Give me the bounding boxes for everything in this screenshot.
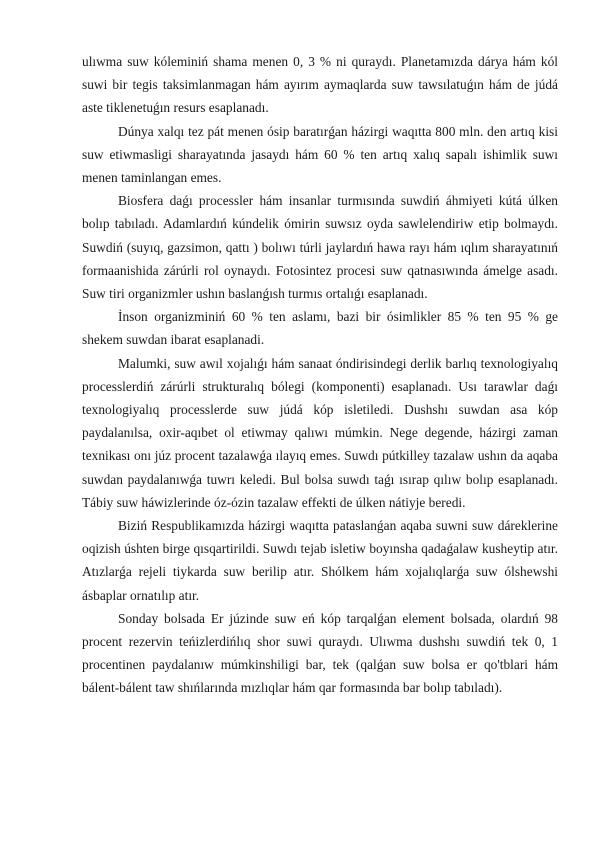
paragraph-population: Dúnya xalqı tez pát menen ósip baratırǵan házirgi waqıtta 800 mln. den artıq kisi suw etiwmasligi sharayatında jasaydı hám 60 % ten artıq xalıq sapalı ishimlik suwı menen taminlangan emes. (82, 123, 558, 186)
paragraph-continuation: ulıwma suw kóleminiń shama menen 0, 3 % ni quraydı. Planetamızda dárya hám kól suwi bir tegis taksimlanmagan hám ayırım aymaqlarda suw tawsılatuǵın hám de júdá aste tiklenetuǵın resurs esaplanadı. (82, 54, 558, 116)
document-page (82, 50, 558, 700)
paragraph-republic: Biziń Respublikamızda házirgi waqıtta pataslanǵan aqaba suwni suw dáreklerine oqizish úshten birge qısqartirildi. Suwdı tejab isletiw boyınsha qadaǵalaw kusheytip atır. Atızlarǵa rejeli tiykarda suw berilip atır. Shólkem hám xojalıqlarǵa suw ólshewshi ásbaplar ornatılıp atır. (82, 518, 558, 603)
paragraph-agriculture-industry: Malumki, suw awıl xojalıǵı hám sanaat óndirisindegi derlik barlıq texnologiyalıq processlerdiń zárúrli strukturalıq bólegi (komponenti) esaplanadı. Usı tarawlar daǵı texnologiyalıq processlerde suw júdá kóp isletiledi. Dushshı suwdan asa kóp paydalanılsa, oxir-aqıbet ol etiwmay qalıwı múmkin. Nege degende, házirgi zaman texnikası onı júz procent tazalawǵa ılayıq emes. Suwdı pútkilley tazalaw ushın da aqaba suwdan paydalanıwǵa tuwrı keledi. Bul bolsa suwdı taǵı ısırap qılıw bolıp esaplanadı. Tábiy suw háwizlerinde óz-ózin tazalaw effekti de úlken nátiyje beredi. (82, 355, 558, 510)
paragraph-human-organism: İnson organizminiń 60 % ten aslamı, bazi bir ósimlikler 85 % ten 95 % ge shekem suwdan ibarat esaplanadi. (82, 309, 558, 348)
paragraph-biosphere: Biosfera daǵı processler hám insanlar turmısında suwdiń áhmiyeti kútá úlken bolıp tabıladı. Adamlardıń kúndelik ómirin suwsız oyda sawlelendiriw etip bolmaydı. Suwdiń (suyıq, gazsimon, qattı ) bolıwı túrli jaylardıń hawa rayı hám ıqlım sharayatınıń formaanishida zárúrli rol oynaydı. Fotosintez procesi suw qatnasıwında ámelge asadı. Suw tiri organizmler ushın baslanǵısh turmıs ortalıǵı esaplanadı. (82, 193, 558, 302)
paragraph-earth-water: Sonday bolsada Er júzinde suw eń kóp tarqalǵan element bolsada, olardıń 98 procent rezervin teńizlerdińlıq shor suwi quraydı. Ulıwma dushshı suwdiń tek 0, 1 procentinen paydalanıw múmkinshiligi bar, tek (qalǵan suw bolsa er qo'tblari hám bálent-bálent taw shıńlarında mızlıqlar hám qar formasında bar bolıp tabıladı). (82, 610, 558, 696)
